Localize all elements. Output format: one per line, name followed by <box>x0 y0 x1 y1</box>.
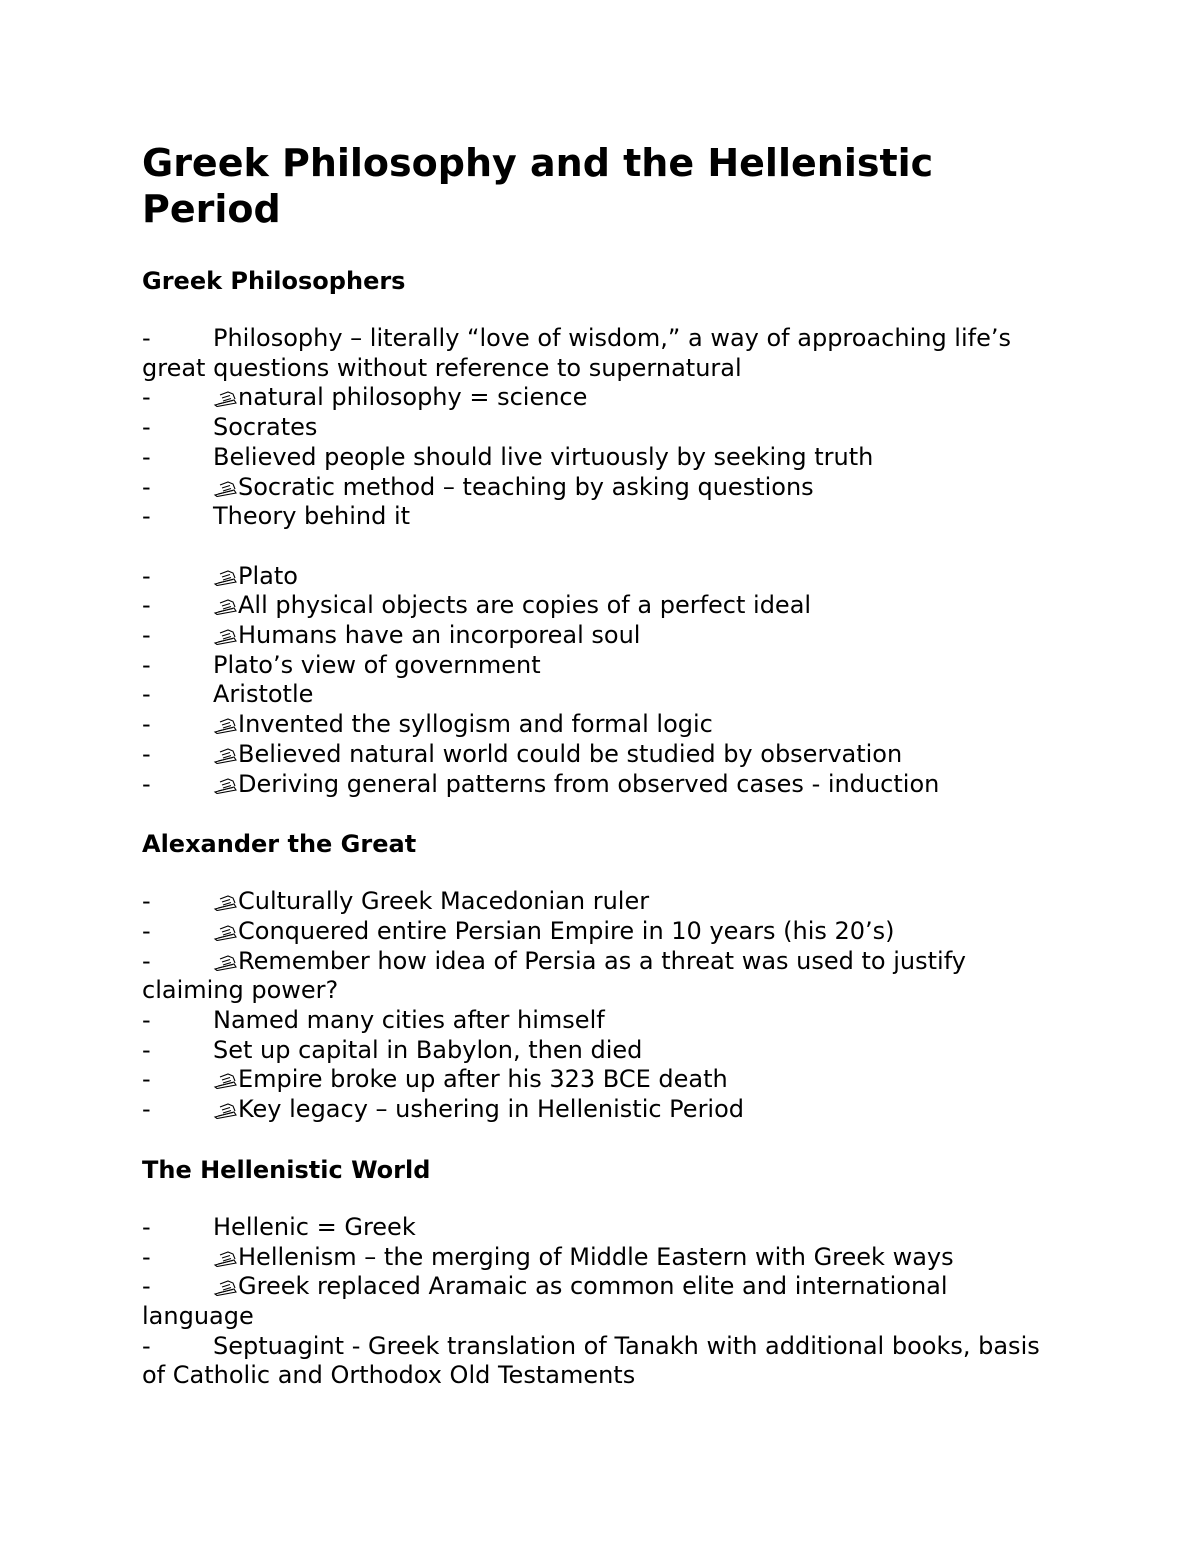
writing-hand-icon <box>213 568 238 586</box>
dash-marker: - <box>142 1331 151 1360</box>
writing-hand-icon <box>213 1249 238 1267</box>
dash-marker: - <box>142 472 151 501</box>
bullet-item <box>142 740 1042 770</box>
bullet-item <box>142 1272 1042 1331</box>
section <box>142 1155 1042 1391</box>
bullet-text: Remember how idea of Persia as a threat was used to justify claiming power? <box>142 946 966 1005</box>
writing-hand-icon <box>213 1278 238 1296</box>
blank-line <box>142 532 1042 562</box>
bullet-item <box>142 1243 1042 1273</box>
bullet-text: Greek replaced Aramaic as common elite and international language <box>142 1272 948 1330</box>
bullet-text: Humans have an incorporeal soul <box>238 621 641 650</box>
writing-hand-icon <box>213 1101 238 1119</box>
bullet-item <box>142 1036 1042 1066</box>
bullet-text: natural philosophy = science <box>238 383 588 412</box>
writing-hand-icon <box>213 893 238 911</box>
bullet-item <box>142 1095 1042 1125</box>
bullet-text: Philosophy – literally “love of wisdom,” a way of approaching life’s great questions without reference to supernatural <box>142 324 1011 382</box>
dash-marker: - <box>142 887 151 916</box>
dash-marker: - <box>142 916 151 945</box>
bullet-text: Deriving general patterns from observed cases - induction <box>238 769 940 798</box>
bullet-item <box>142 1006 1042 1036</box>
bullet-text: Named many cities after himself <box>213 1006 605 1035</box>
bullet-text: Believed people should live virtuously by seeking truth <box>213 442 874 471</box>
writing-hand-icon <box>213 389 238 407</box>
writing-hand-icon <box>213 923 238 941</box>
bullet-item <box>142 680 1042 710</box>
dash-marker: - <box>142 324 151 352</box>
section-heading: Greek Philosophers <box>142 267 406 295</box>
bullet-text: Socratic method – teaching by asking questions <box>238 472 814 501</box>
dash-marker: - <box>142 1065 151 1094</box>
bullet-text: All physical objects are copies of a perfect ideal <box>238 591 812 620</box>
bullet-text: Plato <box>238 561 298 590</box>
writing-hand-icon <box>213 953 238 971</box>
bullet-item <box>142 1213 1042 1243</box>
bullet-text: Socrates <box>213 413 318 442</box>
bullet-item <box>142 1332 1042 1391</box>
bullet-item <box>142 887 1042 917</box>
bullet-text: Culturally Greek Macedonian ruler <box>238 887 650 916</box>
dash-marker: - <box>142 383 151 412</box>
dash-marker: - <box>142 946 151 975</box>
bullet-item <box>142 947 1042 1006</box>
bullet-list <box>142 1213 1042 1391</box>
section <box>142 266 1042 799</box>
dash-marker: - <box>142 591 151 620</box>
bullet-item <box>142 710 1042 740</box>
dash-marker: - <box>142 561 151 590</box>
writing-hand-icon <box>213 627 238 645</box>
bullet-text: Plato’s view of government <box>213 650 541 679</box>
bullet-item <box>142 562 1042 592</box>
bullet-item <box>142 413 1042 443</box>
bullet-list <box>142 887 1042 1125</box>
bullet-item <box>142 770 1042 800</box>
bullet-item <box>142 621 1042 651</box>
dash-marker: - <box>142 680 151 709</box>
section-heading: The Hellenistic World <box>142 1155 431 1184</box>
dash-marker: - <box>142 1095 151 1124</box>
bullet-item <box>142 917 1042 947</box>
bullet-item <box>142 473 1042 503</box>
dash-marker: - <box>142 413 151 442</box>
section <box>142 829 1042 1125</box>
dash-marker: - <box>142 710 151 739</box>
dash-marker: - <box>142 650 151 679</box>
bullet-item <box>142 591 1042 621</box>
bullet-text: Theory behind it <box>213 502 411 531</box>
bullet-text: Hellenism – the merging of Middle Eastern with Greek ways <box>238 1242 954 1271</box>
bullet-text: Hellenic = Greek <box>213 1212 416 1241</box>
bullet-item <box>142 383 1042 413</box>
dash-marker: - <box>142 739 151 768</box>
bullet-text: Aristotle <box>213 680 314 709</box>
bullet-item <box>142 651 1042 681</box>
dash-marker: - <box>142 621 151 650</box>
writing-hand-icon <box>213 479 238 497</box>
dash-marker: - <box>142 1272 151 1301</box>
bullet-text: Empire broke up after his 323 BCE death <box>238 1065 728 1094</box>
writing-hand-icon <box>213 776 238 794</box>
section-heading: Alexander the Great <box>142 830 417 859</box>
document-body <box>142 266 1042 1391</box>
dash-marker: - <box>142 442 151 471</box>
dash-marker: - <box>142 1006 151 1035</box>
bullet-text: Invented the syllogism and formal logic <box>238 710 713 739</box>
bullet-text: Believed natural world could be studied by observation <box>238 739 903 768</box>
bullet-item <box>142 324 1042 383</box>
writing-hand-icon <box>213 746 238 764</box>
bullet-item <box>142 502 1042 532</box>
writing-hand-icon <box>213 716 238 734</box>
dash-marker: - <box>142 502 151 531</box>
writing-hand-icon <box>213 597 238 615</box>
dash-marker: - <box>142 1242 151 1271</box>
bullet-list <box>142 324 1042 799</box>
document-page <box>142 140 1042 1421</box>
bullet-item <box>142 443 1042 473</box>
bullet-text: Septuagint - Greek translation of Tanakh with additional books, basis of Catholic and Orthodox Old Testaments <box>142 1331 1040 1390</box>
bullet-text: Key legacy – ushering in Hellenistic Period <box>238 1095 745 1124</box>
dash-marker: - <box>142 769 151 798</box>
dash-marker: - <box>142 1035 151 1064</box>
bullet-text: Set up capital in Babylon, then died <box>213 1035 643 1064</box>
document-title: Greek Philosophy and the Hellenistic Period <box>142 141 934 231</box>
writing-hand-icon <box>213 1071 238 1089</box>
bullet-item <box>142 1065 1042 1095</box>
bullet-text: Conquered entire Persian Empire in 10 years (his 20’s) <box>238 916 895 945</box>
dash-marker: - <box>142 1212 151 1241</box>
